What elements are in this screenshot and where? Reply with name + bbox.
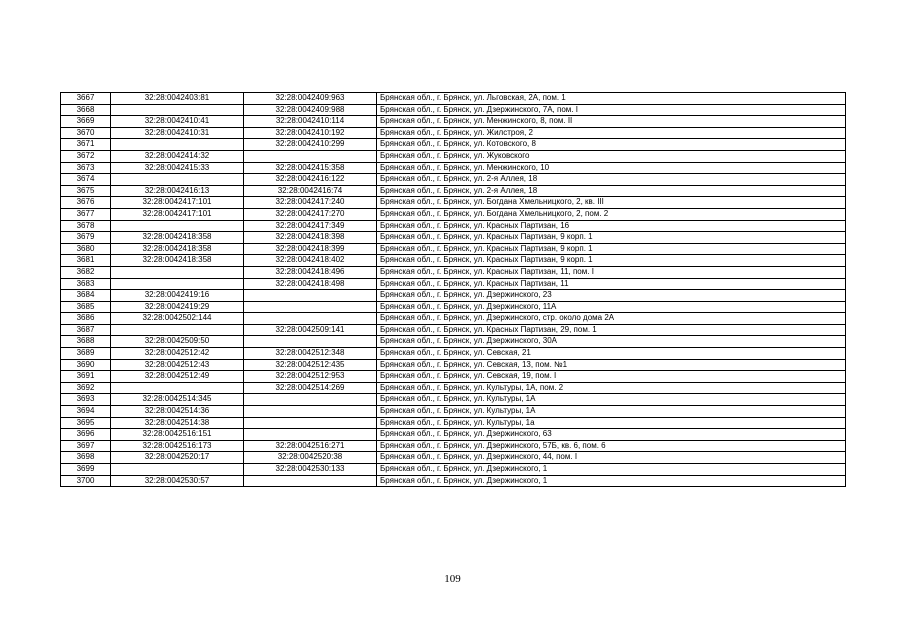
address-cell: Брянская обл., г. Брянск, ул. 2-я Аллея, 18 [377,185,846,197]
address-cell: Брянская обл., г. Брянск, ул. Жуковского [377,150,846,162]
row-number-cell: 3695 [61,417,111,429]
table-row [61,255,846,267]
table-row [61,266,846,278]
table-row [61,127,846,139]
table-row [61,452,846,464]
address-cell: Брянская обл., г. Брянск, ул. Менжинского, 10 [377,162,846,174]
row-number-cell: 3670 [61,127,111,139]
address-cell: Брянская обл., г. Брянск, ул. Менжинского, 8, пом. II [377,116,846,128]
row-number-cell: 3700 [61,475,111,487]
land-cadastral-number-cell: 32:28:0042403:81 [111,93,244,105]
address-cell: Брянская обл., г. Брянск, ул. Дзержинского, 7А, пом. I [377,104,846,116]
building-cadastral-number-cell: 32:28:0042415:358 [244,162,377,174]
land-cadastral-number-cell: 32:28:0042410:41 [111,116,244,128]
table-row [61,417,846,429]
address-cell: Брянская обл., г. Брянск, ул. 2-я Аллея, 18 [377,174,846,186]
row-number-cell: 3671 [61,139,111,151]
table-row [61,324,846,336]
land-cadastral-number-cell: 32:28:0042419:16 [111,290,244,302]
building-cadastral-number-cell: 32:28:0042418:498 [244,278,377,290]
building-cadastral-number-cell [244,429,377,441]
land-cadastral-number-cell: 32:28:0042512:49 [111,371,244,383]
building-cadastral-number-cell: 32:28:0042512:953 [244,371,377,383]
row-number-cell: 3681 [61,255,111,267]
table-row [61,150,846,162]
table-row [61,104,846,116]
registry-table-body [61,93,846,487]
building-cadastral-number-cell: 32:28:0042410:114 [244,116,377,128]
address-cell: Брянская обл., г. Брянск, ул. Богдана Хмельницкого, 2, пом. 2 [377,208,846,220]
row-number-cell: 3672 [61,150,111,162]
address-cell: Брянская обл., г. Брянск, ул. Культуры, 1А, пом. 2 [377,382,846,394]
land-cadastral-number-cell [111,174,244,186]
building-cadastral-number-cell [244,417,377,429]
address-cell: Брянская обл., г. Брянск, ул. Дзержинского, 11А [377,301,846,313]
building-cadastral-number-cell [244,394,377,406]
table-row [61,174,846,186]
table-row [61,394,846,406]
table-row [61,220,846,232]
row-number-cell: 3669 [61,116,111,128]
row-number-cell: 3696 [61,429,111,441]
land-cadastral-number-cell [111,464,244,476]
land-cadastral-number-cell: 32:28:0042502:144 [111,313,244,325]
row-number-cell: 3667 [61,93,111,105]
building-cadastral-number-cell: 32:28:0042416:122 [244,174,377,186]
building-cadastral-number-cell [244,336,377,348]
address-cell: Брянская обл., г. Брянск, ул. Дзержинского, 63 [377,429,846,441]
table-row [61,208,846,220]
building-cadastral-number-cell: 32:28:0042416:74 [244,185,377,197]
building-cadastral-number-cell: 32:28:0042418:402 [244,255,377,267]
land-cadastral-number-cell: 32:28:0042416:13 [111,185,244,197]
land-cadastral-number-cell: 32:28:0042418:358 [111,232,244,244]
building-cadastral-number-cell: 32:28:0042520:38 [244,452,377,464]
address-cell: Брянская обл., г. Брянск, ул. Льговская, 2А, пом. 1 [377,93,846,105]
land-cadastral-number-cell: 32:28:0042530:57 [111,475,244,487]
land-cadastral-number-cell: 32:28:0042512:43 [111,359,244,371]
row-number-cell: 3685 [61,301,111,313]
row-number-cell: 3675 [61,185,111,197]
land-cadastral-number-cell [111,382,244,394]
building-cadastral-number-cell: 32:28:0042514:269 [244,382,377,394]
land-cadastral-number-cell: 32:28:0042414:32 [111,150,244,162]
table-row [61,440,846,452]
row-number-cell: 3697 [61,440,111,452]
address-cell: Брянская обл., г. Брянск, ул. Дзержинского, стр. около дома 2А [377,313,846,325]
table-row [61,162,846,174]
address-cell: Брянская обл., г. Брянск, ул. Жилстроя, 2 [377,127,846,139]
table-row [61,348,846,360]
land-cadastral-number-cell: 32:28:0042419:29 [111,301,244,313]
address-cell: Брянская обл., г. Брянск, ул. Красных Партизан, 11, пом. I [377,266,846,278]
address-cell: Брянская обл., г. Брянск, ул. Богдана Хмельницкого, 2, кв. III [377,197,846,209]
land-cadastral-number-cell: 32:28:0042520:17 [111,452,244,464]
row-number-cell: 3673 [61,162,111,174]
building-cadastral-number-cell: 32:28:0042512:348 [244,348,377,360]
address-cell: Брянская обл., г. Брянск, ул. Севская, 19, пом. I [377,371,846,383]
row-number-cell: 3687 [61,324,111,336]
table-row [61,382,846,394]
table-row [61,464,846,476]
building-cadastral-number-cell: 32:28:0042409:988 [244,104,377,116]
building-cadastral-number-cell [244,475,377,487]
table-row [61,197,846,209]
building-cadastral-number-cell: 32:28:0042410:192 [244,127,377,139]
building-cadastral-number-cell [244,301,377,313]
land-cadastral-number-cell [111,266,244,278]
table-row [61,359,846,371]
row-number-cell: 3690 [61,359,111,371]
page-number: 109 [444,573,461,585]
address-cell: Брянская обл., г. Брянск, ул. Котовского, 8 [377,139,846,151]
row-number-cell: 3689 [61,348,111,360]
address-cell: Брянская обл., г. Брянск, ул. Дзержинского, 30А [377,336,846,348]
building-cadastral-number-cell [244,150,377,162]
land-cadastral-number-cell [111,104,244,116]
table-row [61,475,846,487]
building-cadastral-number-cell: 32:28:0042410:299 [244,139,377,151]
address-cell: Брянская обл., г. Брянск, ул. Красных Партизан, 11 [377,278,846,290]
address-cell: Брянская обл., г. Брянск, ул. Культуры, 1А [377,406,846,418]
address-cell: Брянская обл., г. Брянск, ул. Красных Партизан, 29, пом. 1 [377,324,846,336]
address-cell: Брянская обл., г. Брянск, ул. Дзержинского, 44, пом. I [377,452,846,464]
row-number-cell: 3694 [61,406,111,418]
land-cadastral-number-cell: 32:28:0042418:358 [111,243,244,255]
building-cadastral-number-cell: 32:28:0042417:270 [244,208,377,220]
table-row [61,116,846,128]
land-cadastral-number-cell [111,324,244,336]
address-cell: Брянская обл., г. Брянск, ул. Дзержинского, 57Б, кв. 6, пом. 6 [377,440,846,452]
table-row [61,429,846,441]
land-cadastral-number-cell: 32:28:0042516:173 [111,440,244,452]
table-row [61,290,846,302]
address-cell: Брянская обл., г. Брянск, ул. Красных Партизан, 9 корп. 1 [377,232,846,244]
row-number-cell: 3686 [61,313,111,325]
row-number-cell: 3692 [61,382,111,394]
row-number-cell: 3698 [61,452,111,464]
land-cadastral-number-cell: 32:28:0042512:42 [111,348,244,360]
building-cadastral-number-cell: 32:28:0042417:349 [244,220,377,232]
address-cell: Брянская обл., г. Брянск, ул. Дзержинского, 1 [377,475,846,487]
building-cadastral-number-cell [244,313,377,325]
table-row [61,371,846,383]
row-number-cell: 3674 [61,174,111,186]
registry-table [60,92,846,487]
building-cadastral-number-cell: 32:28:0042530:133 [244,464,377,476]
land-cadastral-number-cell: 32:28:0042410:31 [111,127,244,139]
table-row [61,243,846,255]
land-cadastral-number-cell: 32:28:0042514:38 [111,417,244,429]
row-number-cell: 3699 [61,464,111,476]
address-cell: Брянская обл., г. Брянск, ул. Красных Партизан, 9 корп. 1 [377,243,846,255]
table-row [61,93,846,105]
land-cadastral-number-cell [111,220,244,232]
building-cadastral-number-cell: 32:28:0042409:963 [244,93,377,105]
address-cell: Брянская обл., г. Брянск, ул. Севская, 21 [377,348,846,360]
land-cadastral-number-cell: 32:28:0042516:151 [111,429,244,441]
land-cadastral-number-cell: 32:28:0042415:33 [111,162,244,174]
building-cadastral-number-cell: 32:28:0042418:398 [244,232,377,244]
building-cadastral-number-cell: 32:28:0042512:435 [244,359,377,371]
row-number-cell: 3668 [61,104,111,116]
table-row [61,313,846,325]
land-cadastral-number-cell: 32:28:0042417:101 [111,197,244,209]
address-cell: Брянская обл., г. Брянск, ул. Культуры, 1а [377,417,846,429]
building-cadastral-number-cell: 32:28:0042418:496 [244,266,377,278]
address-cell: Брянская обл., г. Брянск, ул. Культуры, 1А [377,394,846,406]
row-number-cell: 3688 [61,336,111,348]
row-number-cell: 3680 [61,243,111,255]
row-number-cell: 3676 [61,197,111,209]
row-number-cell: 3679 [61,232,111,244]
address-cell: Брянская обл., г. Брянск, ул. Красных Партизан, 9 корп. 1 [377,255,846,267]
row-number-cell: 3678 [61,220,111,232]
land-cadastral-number-cell [111,278,244,290]
building-cadastral-number-cell [244,290,377,302]
table-row [61,278,846,290]
building-cadastral-number-cell: 32:28:0042418:399 [244,243,377,255]
table-row [61,406,846,418]
land-cadastral-number-cell: 32:28:0042418:358 [111,255,244,267]
building-cadastral-number-cell: 32:28:0042417:240 [244,197,377,209]
address-cell: Брянская обл., г. Брянск, ул. Дзержинского, 1 [377,464,846,476]
table-row [61,185,846,197]
building-cadastral-number-cell: 32:28:0042509:141 [244,324,377,336]
row-number-cell: 3684 [61,290,111,302]
land-cadastral-number-cell: 32:28:0042417:101 [111,208,244,220]
row-number-cell: 3691 [61,371,111,383]
building-cadastral-number-cell [244,406,377,418]
address-cell: Брянская обл., г. Брянск, ул. Красных Партизан, 16 [377,220,846,232]
address-cell: Брянская обл., г. Брянск, ул. Севская, 13, пом. №1 [377,359,846,371]
table-row [61,301,846,313]
address-cell: Брянская обл., г. Брянск, ул. Дзержинского, 23 [377,290,846,302]
land-cadastral-number-cell [111,139,244,151]
table-row [61,139,846,151]
table-row [61,336,846,348]
row-number-cell: 3693 [61,394,111,406]
land-cadastral-number-cell: 32:28:0042509:50 [111,336,244,348]
land-cadastral-number-cell: 32:28:0042514:36 [111,406,244,418]
building-cadastral-number-cell: 32:28:0042516:271 [244,440,377,452]
table-row [61,232,846,244]
land-cadastral-number-cell: 32:28:0042514:345 [111,394,244,406]
row-number-cell: 3683 [61,278,111,290]
row-number-cell: 3682 [61,266,111,278]
row-number-cell: 3677 [61,208,111,220]
